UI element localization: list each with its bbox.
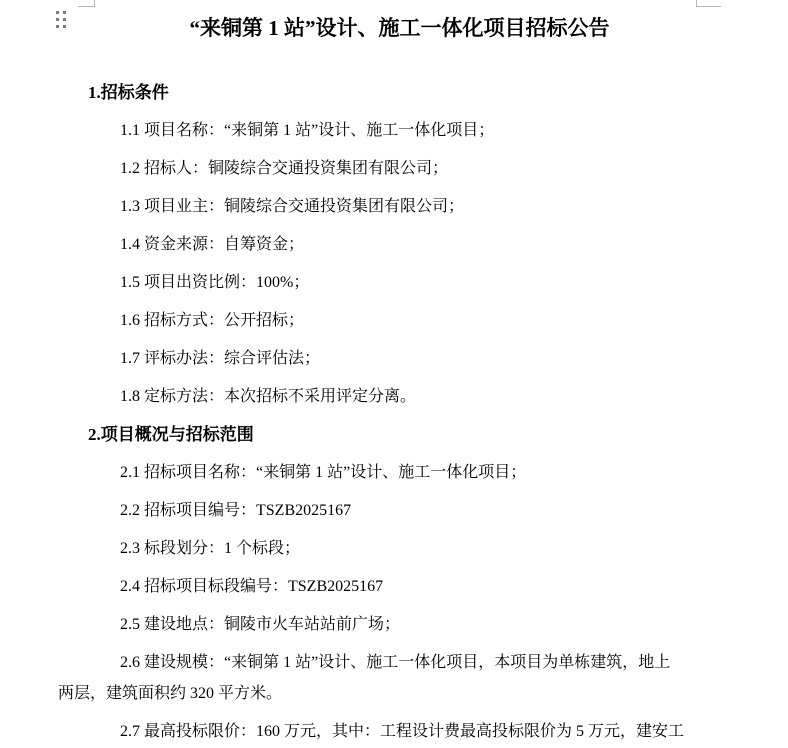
- section-2-heading: 2.项目概况与招标范围: [88, 425, 254, 444]
- section-1-heading: 1.招标条件: [88, 83, 169, 102]
- paragraph-2-4: 2.4 招标项目标段编号：TSZB2025167: [120, 578, 384, 595]
- paragraph-1-2: 1.2 招标人：铜陵综合交通投资集团有限公司；: [120, 160, 449, 177]
- paragraph-1-8: 1.8 定标方法：本次招标不采用评定分离。: [120, 388, 417, 405]
- document-title: “来铜第 1 站”设计、施工一体化项目招标公告: [189, 16, 610, 40]
- drag-handle-dot: [63, 25, 66, 28]
- paragraph-2-2: 2.2 招标项目编号：TSZB2025167: [120, 502, 352, 519]
- paragraph-2-3: 2.3 标段划分：1 个标段；: [120, 540, 301, 557]
- drag-handle-dot: [56, 18, 59, 21]
- drag-handle-dot: [56, 25, 59, 28]
- paragraph-2-6-line-1: 2.6 建设规模：“来铜第 1 站”设计、施工一体化项目，本项目为单栋建筑，地上: [120, 654, 671, 671]
- paragraph-1-7: 1.7 评标办法：综合评估法；: [120, 350, 321, 367]
- paragraph-1-3: 1.3 项目业主：铜陵综合交通投资集团有限公司；: [120, 198, 465, 215]
- paragraph-1-4: 1.4 资金来源：自筹资金；: [120, 236, 305, 253]
- paragraph-2-5: 2.5 建设地点：铜陵市火车站站前广场；: [120, 616, 401, 633]
- drag-handle-dot: [63, 18, 66, 21]
- drag-handle-dot: [56, 11, 59, 14]
- paragraph-1-5: 1.5 项目出资比例：100%；: [120, 274, 310, 291]
- drag-handle-icon[interactable]: [56, 11, 66, 28]
- drag-handle-dot: [63, 11, 66, 14]
- paragraph-1-1: 1.1 项目名称：“来铜第 1 站”设计、施工一体化项目；: [120, 122, 495, 139]
- page-corner-mark-left-icon: [78, 0, 95, 7]
- paragraph-2-6-line-2: 两层，建筑面积约 320 平方米。: [58, 685, 283, 702]
- page-corner-mark-right-icon: [696, 0, 721, 7]
- paragraph-1-6: 1.6 招标方式：公开招标；: [120, 312, 305, 329]
- paragraph-2-1: 2.1 招标项目名称：“来铜第 1 站”设计、施工一体化项目；: [120, 464, 527, 481]
- paragraph-2-7: 2.7 最高投标限价：160 万元，其中：工程设计费最高投标限价为 5 万元，建安工: [120, 723, 685, 740]
